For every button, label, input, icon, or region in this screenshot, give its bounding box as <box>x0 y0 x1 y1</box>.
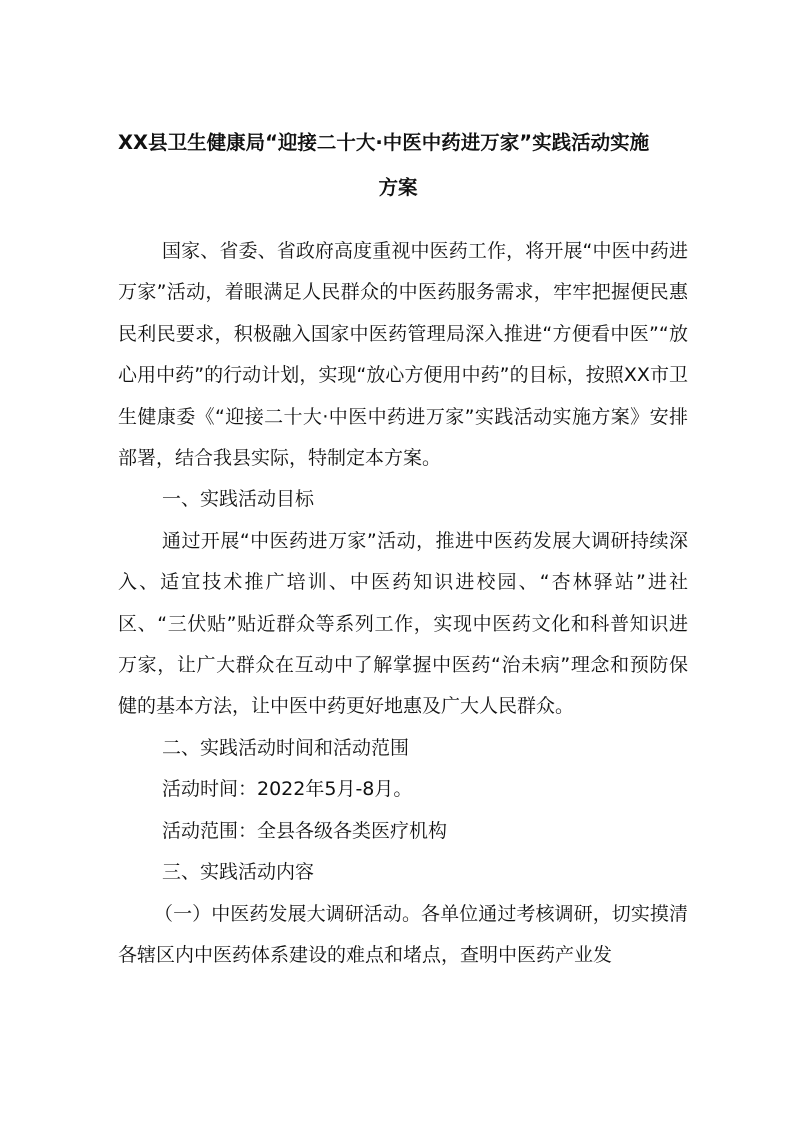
goals-paragraph: 通过开展“中医药进万家”活动，推进中医药发展大调研持续深入、适宜技术推广培训、中医药知识进校园、“杏林驿站”进社区、“三伏贴”贴近群众等系列工作，实现中医药文化和科普知识进万家，让广大群众在互动中了解掌握中医药“治未病”理念和预防保健的基本方法，让中医中药更好地惠及广大人民群众。 <box>118 529 688 718</box>
section-heading-goals: 一、实践活动目标 <box>162 488 315 511</box>
section-heading-content: 三、实践活动内容 <box>162 861 315 884</box>
document-title-line-1: XX县卫生健康局“迎接二十大·中医中药进万家”实践活动实施 <box>118 131 650 154</box>
document-body <box>118 231 688 976</box>
intro-paragraph: 国家、省委、省政府高度重视中医药工作，将开展“中医中药进万家”活动，着眼满足人民群众的中医药服务需求，牢牢把握便民惠民利民要求，积极融入国家中医药管理局深入推进“方便看中医”“放心用中药”的行动计划，实现“放心方便用中药”的目标，按照XX市卫生健康委《“迎接二十大·中医中药进万家”实践活动实施方案》安排部署，结合我县实际，特制定本方案。 <box>118 240 688 470</box>
activity-scope: 活动范围：全县各级各类医疗机构 <box>162 819 448 842</box>
content-item-1: （一）中医药发展大调研活动。各单位通过考核调研，切实摸清各辖区内中医药体系建设的难点和堵点，查明中医药产业发 <box>118 902 688 966</box>
document-title-line-2: 方案 <box>378 176 418 199</box>
section-heading-time-scope: 二、实践活动时间和活动范围 <box>162 736 410 759</box>
activity-time: 活动时间：2022年5月-8月。 <box>162 778 413 801</box>
